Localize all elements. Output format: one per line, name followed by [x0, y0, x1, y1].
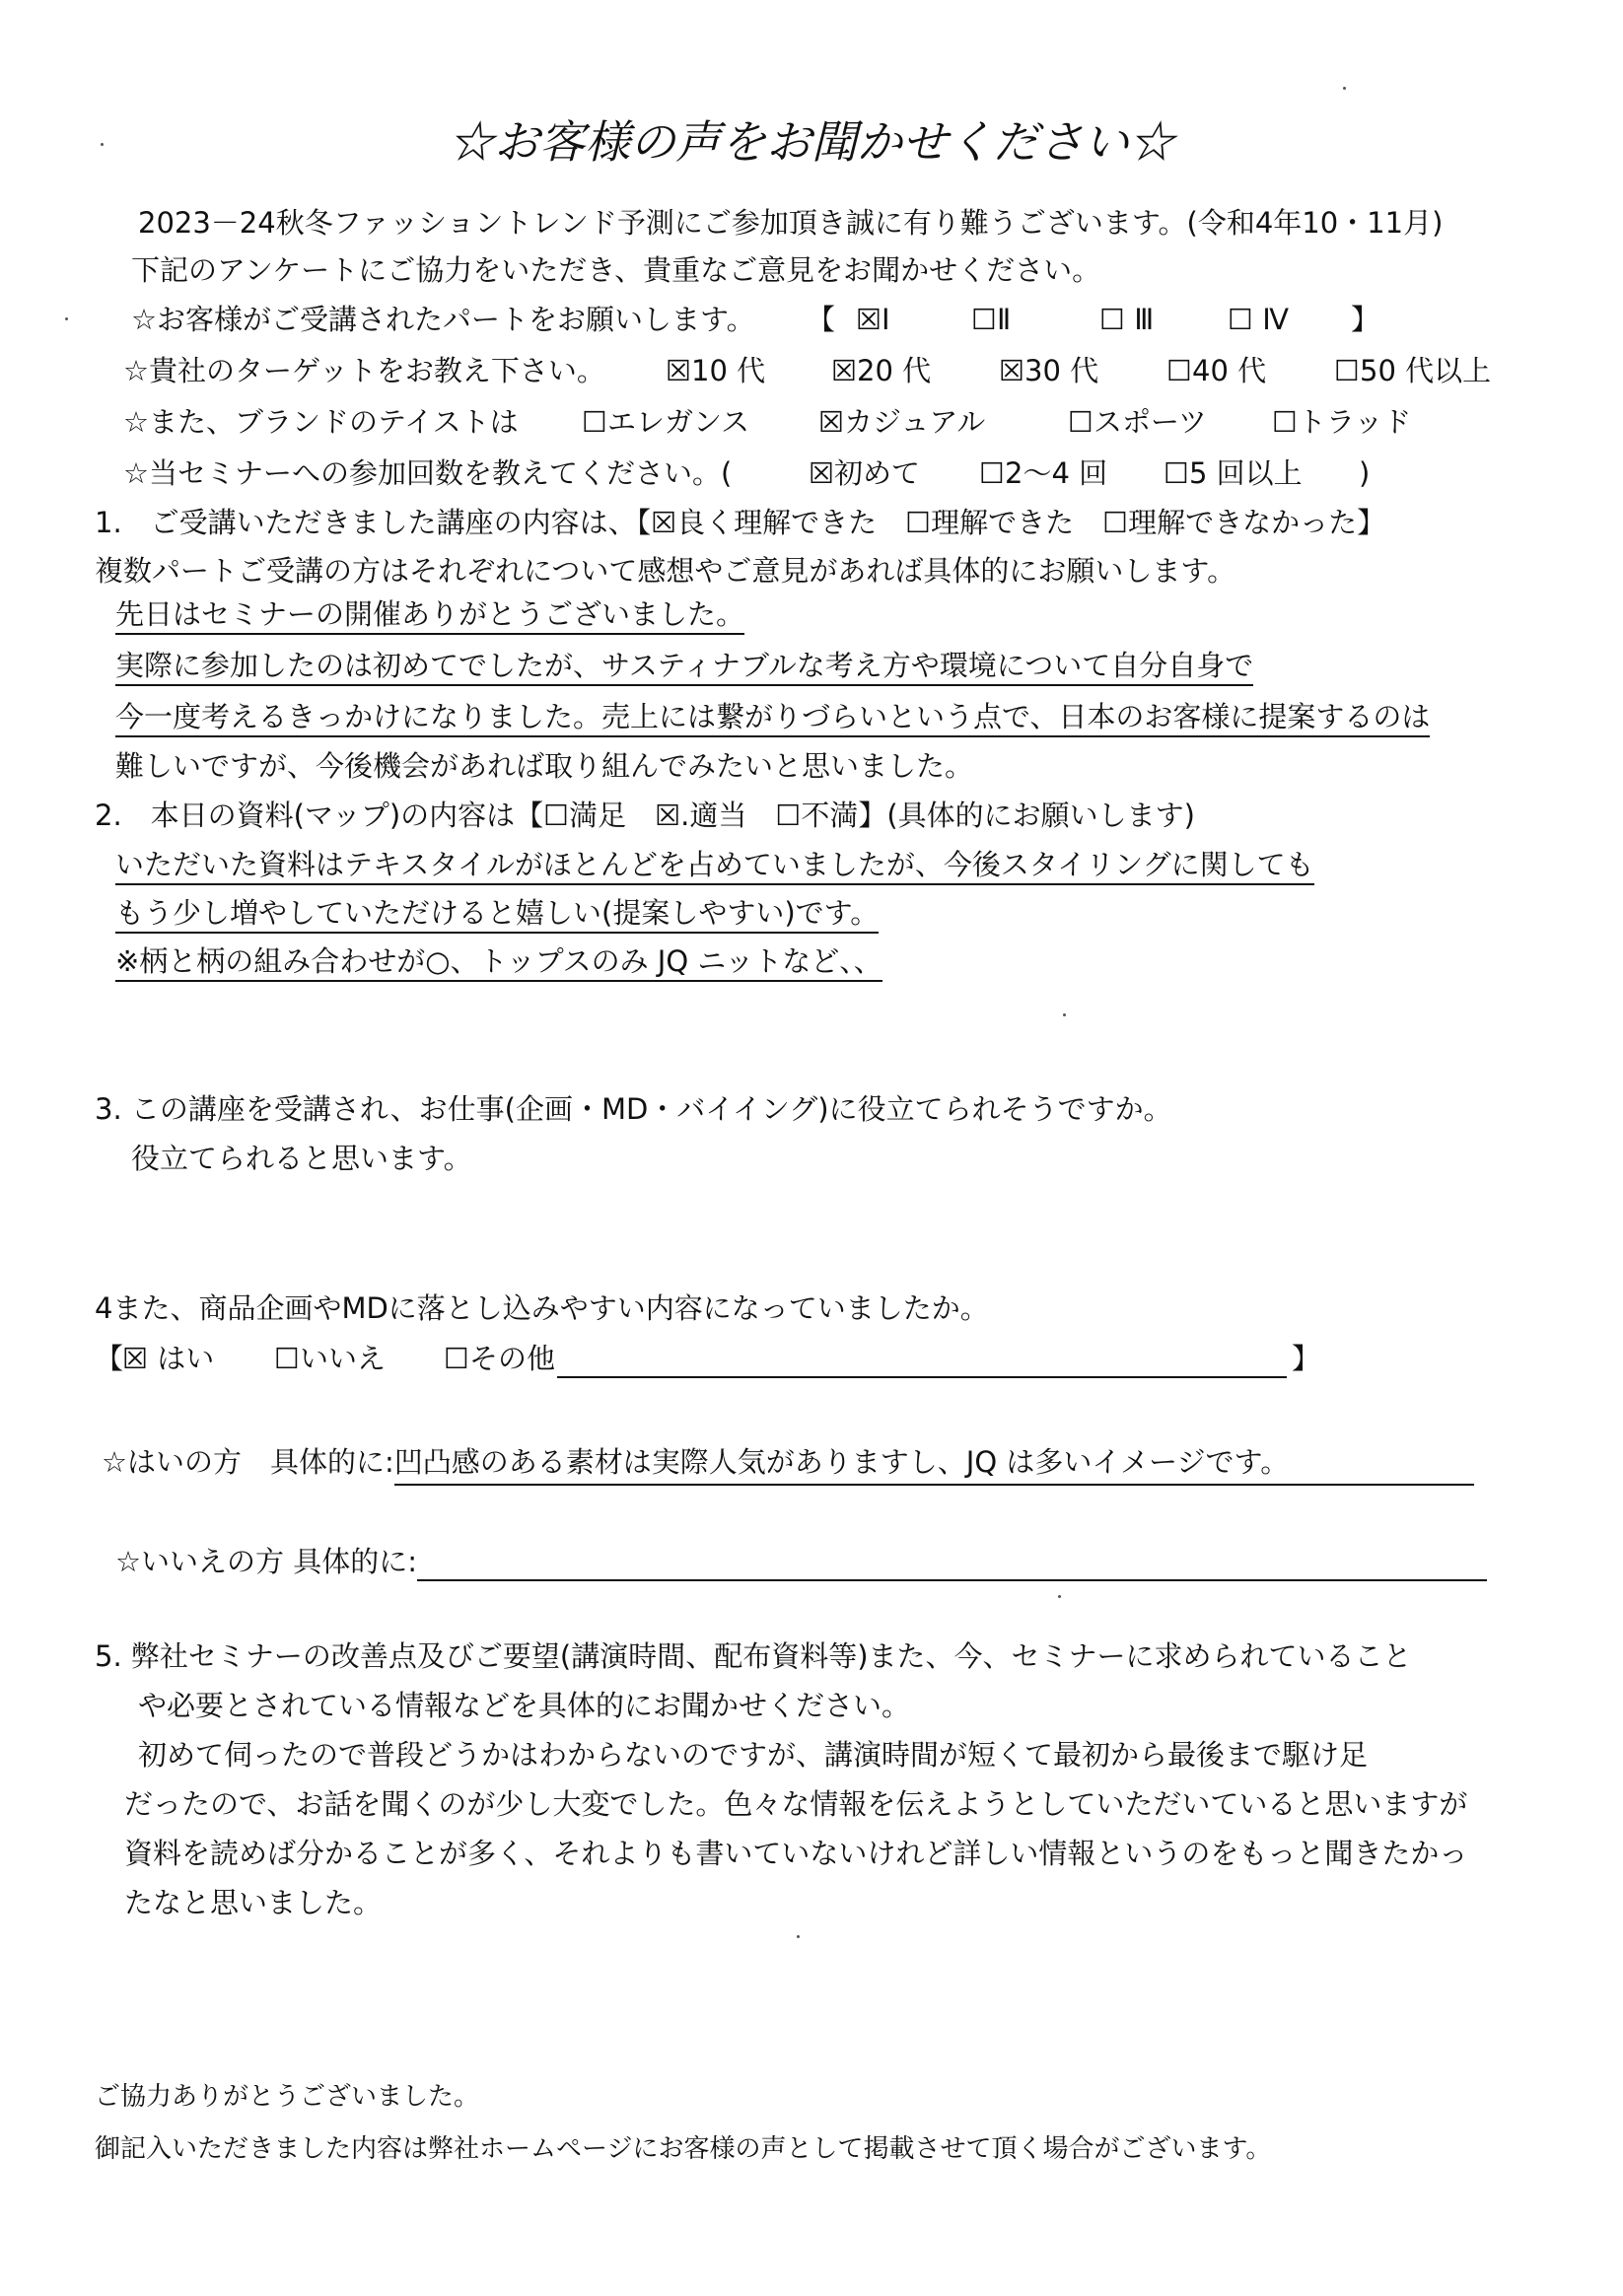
q4-open-bracket: 【 [95, 1342, 124, 1375]
q3-question: 3. この講座を受講され、お仕事(企画・MD・バイイング)に役立てられそうですか。 [95, 1092, 1172, 1126]
scan-speck [797, 1935, 800, 1938]
q4-question: 4また、商品企画やMDに落とし込みやすい内容になっていましたか。 [95, 1291, 989, 1325]
page-title: ☆お客様の声をお聞かせください☆ [449, 115, 1174, 169]
part-option-4: ☐ Ⅳ [1228, 303, 1289, 336]
count-close-paren: ) [1359, 456, 1371, 490]
q4-yes-answer: 凹凸感のある素材は実際人気がありますし、JQ は多いイメージです。 [394, 1442, 1474, 1486]
q5-answer-line: 資料を読めば分かることが多く、それよりも書いていないけれど詳しい情報というのをもっと聞きたかっ [124, 1837, 1468, 1870]
scan-speck [65, 317, 68, 320]
count-question: ☆当セミナーへの参加回数を教えてください。( [123, 456, 733, 490]
part-option-3: ☐ Ⅲ [1099, 303, 1155, 336]
part-option-2: ☐Ⅱ [971, 303, 1012, 336]
scan-speck [1058, 1595, 1061, 1598]
scan-speck [1343, 87, 1346, 90]
part-option-1: ☒Ⅰ [856, 303, 890, 336]
taste-option-trad: ☐トラッド [1272, 405, 1412, 439]
scan-speck [101, 143, 104, 146]
q4-no-label: ☆いいえの方 具体的に: [115, 1545, 417, 1578]
scan-speck [1063, 1013, 1066, 1016]
q2-answer-line: ※柄と柄の組み合わせが○、トップスのみ JQ ニットなど、、 [115, 944, 882, 982]
q4-other-blank [557, 1347, 1287, 1378]
target-option-50: ☐50 代以上 [1334, 354, 1492, 387]
part-open-bracket: 【 [807, 303, 836, 336]
q1-answer-line: 実際に参加したのは初めてでしたが、サスティナブルな考え方や環境について自分自身で [115, 649, 1253, 686]
part-question: ☆お客様がご受講されたパートをお願いします。 [131, 303, 755, 336]
target-option-10: ☒10 代 [666, 354, 766, 387]
intro-line-2: 下記のアンケートにご協力をいただき、貴重なご意見をお聞かせください。 [131, 253, 1101, 287]
q5-question: 5. 弊社セミナーの改善点及びご要望(講演時間、配布資料等)また、今、セミナーに求められていること [95, 1639, 1412, 1673]
target-option-30: ☒30 代 [999, 354, 1099, 387]
q4-close-bracket: 】 [1292, 1342, 1321, 1375]
target-question: ☆貴社のターゲットをお教え下さい。 [123, 354, 605, 387]
q1-answer-line: 先日はセミナーの開催ありがとうございました。 [115, 597, 744, 635]
footer-notice: 御記入いただきました内容は弊社ホームページにお客様の声として掲載させて頂く場合がございます。 [95, 2134, 1272, 2164]
taste-option-casual: ☒カジュアル [818, 405, 986, 439]
taste-option-sports: ☐スポーツ [1068, 405, 1207, 439]
q4-yes-label: ☆はいの方 具体的に: [102, 1445, 394, 1479]
q4-option-yes: ☒ はい [122, 1342, 215, 1375]
q1-answer-line: 難しいですが、今後機会があれば取り組んでみたいと思いました。 [115, 749, 974, 783]
taste-option-elegance: ☐エレガンス [582, 405, 750, 439]
q4-option-no: ☐いいえ [274, 1342, 386, 1375]
q5-answer-line: 初めて伺ったので普段どうかはわからないのですが、講演時間が短くて最初から最後まで駆け足 [138, 1738, 1369, 1772]
q4-no-blank [417, 1550, 1487, 1581]
taste-question: ☆また、ブランドのテイストは [123, 405, 519, 439]
q2-question: 2. 本日の資料(マップ)の内容は【☐満足 ☒.適当 ☐不満】(具体的にお願いします) [95, 799, 1195, 832]
q1-question: 1. ご受講いただきました講座の内容は、【☒良く理解できた ☐理解できた ☐理解できなかった】 [95, 506, 1386, 539]
q2-answer-line: もう少し増やしていただけると嬉しい(提案しやすい)です。 [115, 896, 879, 934]
q5-answer-line: たなと思いました。 [124, 1886, 383, 1919]
count-option-2-4: ☐2～4 回 [979, 456, 1108, 490]
q1-answer-line: 今一度考えるきっかけになりました。売上には繋がりづらいという点で、日本のお客様に提案するのは [115, 700, 1430, 737]
target-option-40: ☐40 代 [1166, 354, 1267, 387]
part-close-bracket: 】 [1351, 303, 1380, 336]
count-option-5plus: ☐5 回以上 [1164, 456, 1303, 490]
q3-answer: 役立てられると思います。 [131, 1142, 472, 1175]
target-option-20: ☒20 代 [831, 354, 932, 387]
q1-note: 複数パートご受講の方はそれぞれについて感想やご意見があれば具体的にお願いします。 [95, 554, 1236, 588]
q2-answer-line: いただいた資料はテキスタイルがほとんどを占めていましたが、今後スタイリングに関しても [115, 848, 1314, 885]
q4-option-other: ☐その他 [444, 1342, 555, 1375]
footer-thanks: ご協力ありがとうございました。 [95, 2082, 480, 2112]
q5-question: や必要とされている情報などを具体的にお聞かせください。 [138, 1689, 911, 1722]
intro-line-1: 2023－24秋冬ファッショントレンド予測にご参加頂き誠に有り難うございます。(令和4年10・11月) [138, 206, 1444, 240]
q5-answer-line: だったので、お話を聞くのが少し大変でした。色々な情報を伝えようとしていただいていると思いますが [124, 1787, 1468, 1821]
count-option-first: ☒初めて [809, 456, 920, 490]
